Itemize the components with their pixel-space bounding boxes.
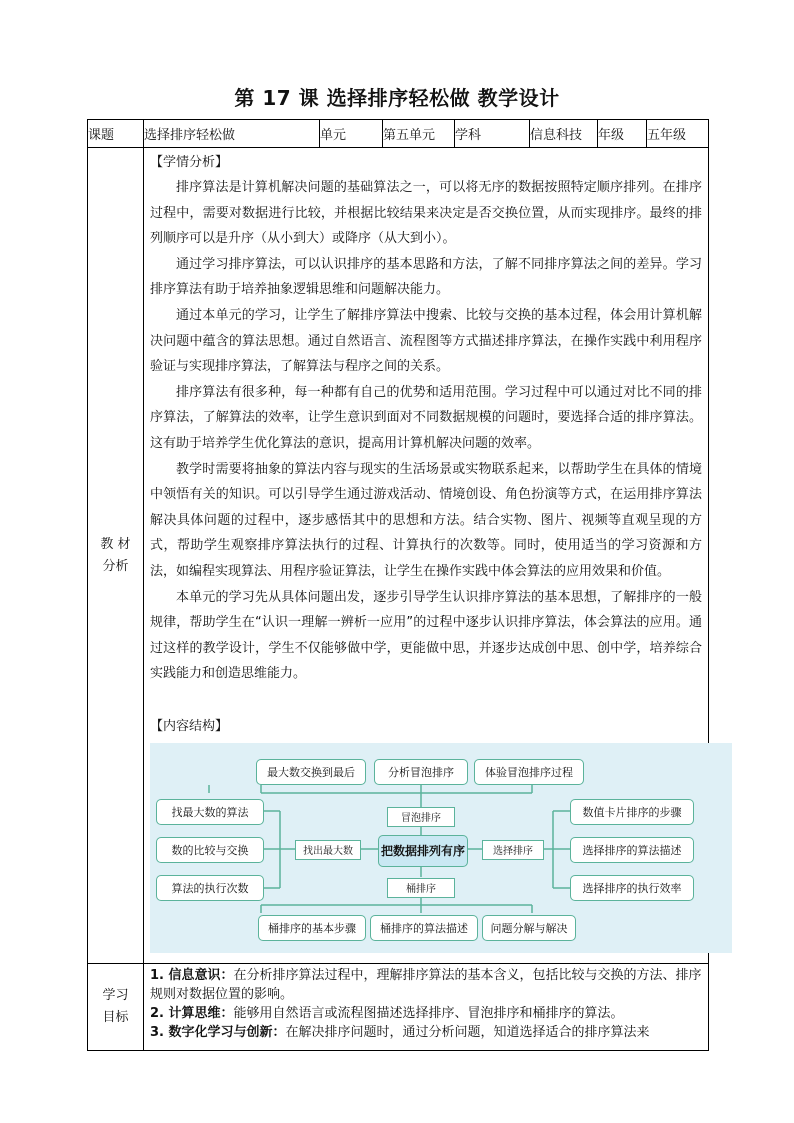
section-title-structure: 【内容结构】 — [150, 718, 229, 734]
topic-label: 课题 — [88, 120, 144, 148]
paragraph: 排序算法是计算机解决问题的基础算法之一，可以将无序的数据按照特定顺序排列。在排序过程中，需要对数据进行比较，并根据比较结果来决定是否交换位置，从而实现排序。最终的排列顺序可以是升序（从小到大）或降序（从大到小）。 — [150, 180, 702, 247]
goal-head: 2. 计算思维： — [150, 1006, 234, 1021]
subject-label: 学科 — [455, 120, 530, 148]
goal-text: 在分析排序算法过程中，理解排序算法的基本含义，包括比较与交换的方法、排序规则对数据位置的影响。 — [150, 968, 702, 1002]
node-left-1: 找最大数的算法 — [156, 799, 264, 825]
material-content — [144, 148, 709, 964]
subject-value: 信息科技 — [530, 120, 598, 148]
unit-label: 单元 — [320, 120, 383, 148]
branch-bubble-sort: 冒泡排序 — [387, 807, 455, 827]
node-right-2: 选择排序的算法描述 — [570, 837, 694, 863]
branch-find-max: 找出最大数 — [295, 840, 361, 860]
unit-value: 第五单元 — [383, 120, 455, 148]
paragraph: 通过学习排序算法，可以认识排序的基本思路和方法，了解不同排序算法之间的差异。学习排序算法有助于培养抽象逻辑思维和问题解决能力。 — [150, 256, 702, 298]
paragraph: 通过本单元的学习，让学生了解排序算法中搜索、比较与交换的基本过程，体会用计算机解决问题中蕴含的算法思想。通过自然语言、流程图等方式描述排序算法，在操作实践中利用程序验证与实现排序算法，了解算法与程序之间的关系。 — [150, 307, 702, 375]
goal-text: 能够用自然语言或流程图描述选择排序、冒泡排序和桶排序的算法。 — [233, 1006, 624, 1021]
section-title-learning: 【学情分析】 — [150, 155, 229, 170]
content-structure-diagram — [150, 743, 732, 953]
center-node: 把数据排列有序 — [378, 835, 468, 867]
goal-head: 1. 信息意识： — [150, 968, 234, 983]
lesson-table — [87, 119, 709, 1051]
goals-row — [88, 964, 709, 1051]
branch-bucket-sort: 桶排序 — [387, 878, 455, 898]
node-top-1: 最大数交换到最后 — [256, 759, 366, 785]
topic-value: 选择排序轻松做 — [144, 120, 320, 148]
node-left-2: 数的比较与交换 — [156, 837, 264, 863]
goal-item — [144, 1023, 708, 1042]
page-title: 第 17 课 选择排序轻松做 教学设计 — [234, 86, 560, 110]
material-row — [88, 148, 709, 964]
branch-selection-sort: 选择排序 — [482, 840, 544, 860]
node-bottom-2: 桶排序的算法描述 — [370, 915, 478, 941]
material-label: 教 材 分析 — [88, 148, 144, 964]
node-right-3: 选择排序的执行效率 — [570, 875, 694, 901]
header-row — [88, 120, 709, 148]
goals-label: 学习 目标 — [88, 964, 144, 1051]
goals-content — [144, 964, 709, 1051]
grade-value: 五年级 — [647, 120, 709, 148]
grade-label: 年级 — [598, 120, 647, 148]
goal-head: 3. 数字化学习与创新： — [150, 1025, 286, 1040]
node-right-1: 数值卡片排序的步骤 — [570, 799, 694, 825]
node-left-3: 算法的执行次数 — [156, 875, 264, 901]
node-bottom-1: 桶排序的基本步骤 — [258, 915, 366, 941]
paragraph: 教学时需要将抽象的算法内容与现实的生活场景或实物联系起来，以帮助学生在具体的情境中领悟有关的知识。可以引导学生通过游戏活动、情境创设、角色扮演等方式，在运用排序算法解决具体问题的过程中，逐步感悟其中的思想和方法。结合实物、图片、视频等直观呈现的方式，帮助学生观察排序算法执行的过程、计算执行的次数等。同时，使用适当的学习资源和方法，如编程实现算法、用程序验证算法，让学生在操作实践中体会算法的应用效果和价值。 — [150, 461, 702, 579]
paragraph: 本单元的学习先从具体问题出发，逐步引导学生认识排序算法的基本思想，了解排序的一般规律，帮助学生在“认识一理解一辨析一应用”的过程中逐步认识排序算法，体会算法的应用。通过这样的教学设计，学生不仅能够做中学，更能做中思，并逐步达成创中思、创中学，培养综合实践能力和创造思维能力。 — [150, 589, 702, 682]
node-bottom-3: 问题分解与解决 — [482, 915, 576, 941]
node-top-2: 分析冒泡排序 — [374, 759, 468, 785]
paragraph: 排序算法有很多种，每一种都有自己的优势和适用范围。学习过程中可以通过对比不同的排序算法，了解算法的效率，让学生意识到面对不同数据规模的问题时，要选择合适的排序算法。这有助于培养学生优化算法的意识，提高用计算机解决问题的效率。 — [150, 384, 702, 451]
goal-item — [144, 1004, 708, 1023]
goal-text: 在解决排序问题时，通过分析问题，知道选择适合的排序算法来 — [285, 1025, 650, 1040]
node-top-3: 体验冒泡排序过程 — [474, 759, 584, 785]
goal-item — [144, 966, 708, 1004]
